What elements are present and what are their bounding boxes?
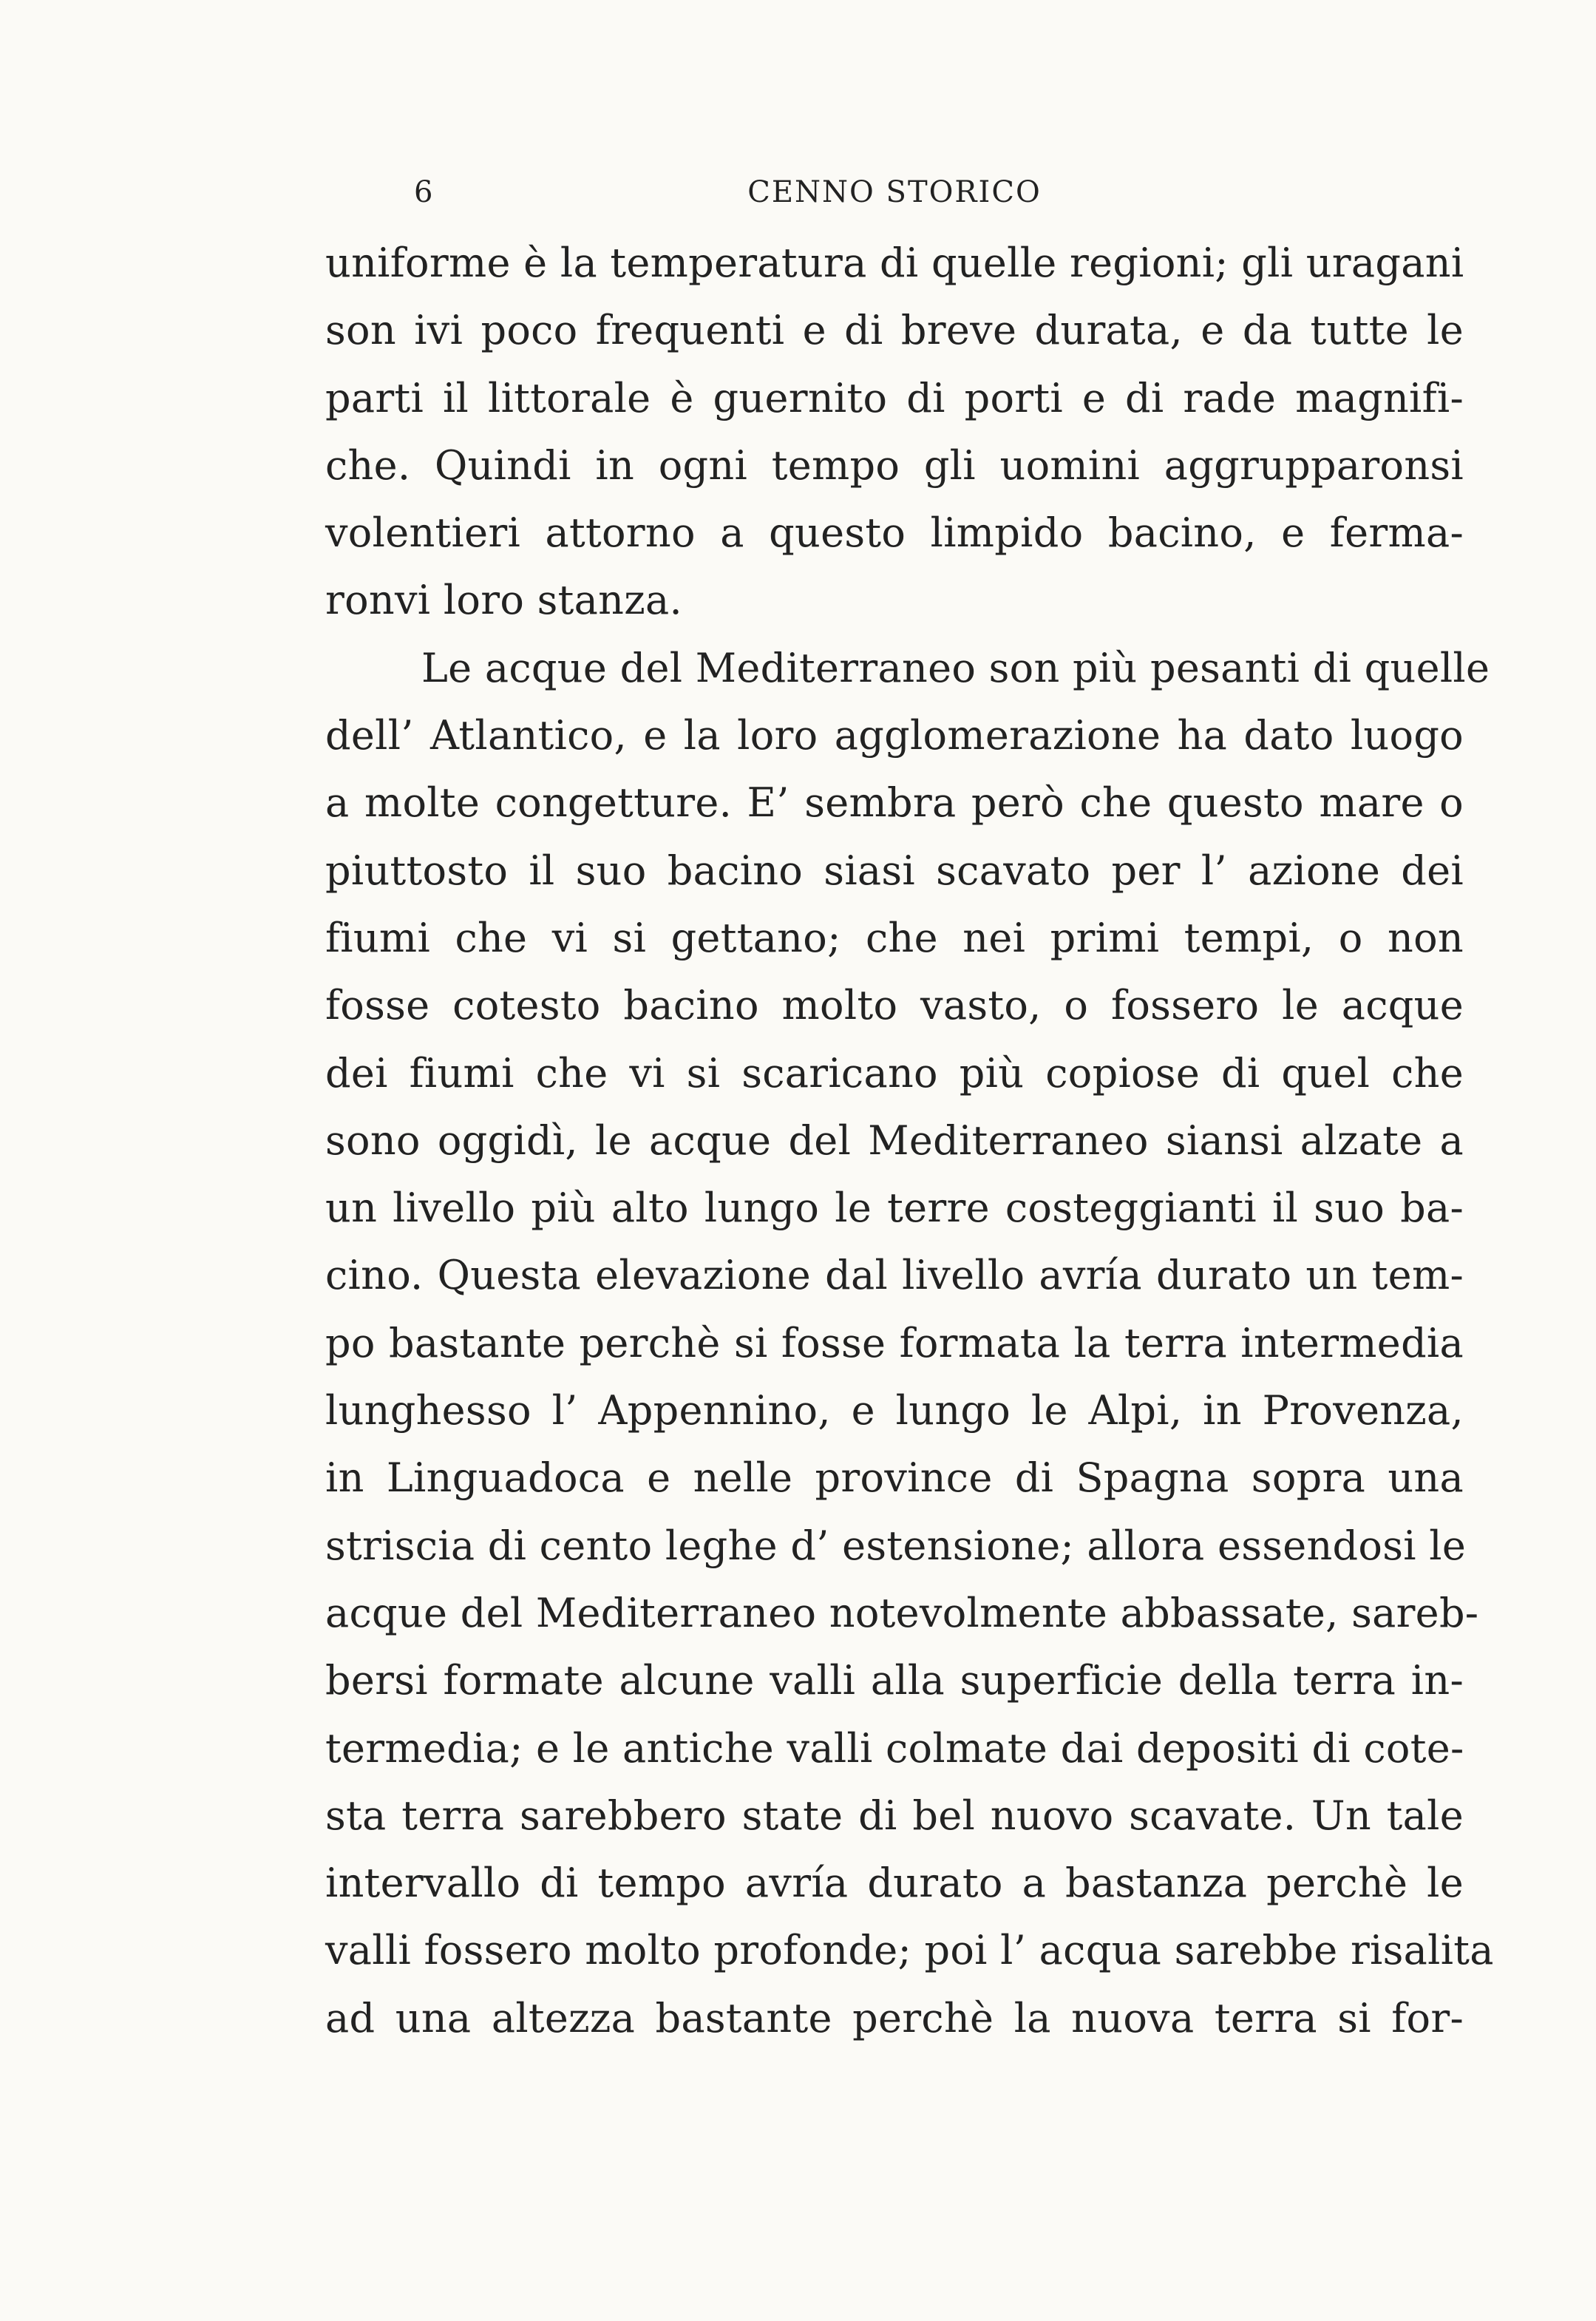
text-line: fiumi che vi si gettano; che nei primi tempi, o non — [325, 914, 1464, 961]
text-line: termedia; e le antiche valli colmate dai depositi di cote- — [325, 1724, 1464, 1772]
text-line: sta terra sarebbero state di bel nuovo scavate. Un tale — [325, 1792, 1464, 1839]
text-line: Le acque del Mediterraneo son più pesanti di quelle — [421, 644, 1490, 691]
text-line: dell’ Atlantico, e la loro agglomerazione ha dato luogo — [325, 712, 1464, 759]
running-head — [325, 174, 1464, 211]
text-line: che. Quindi in ogni tempo gli uomini aggrupparonsi — [325, 441, 1464, 489]
paragraph — [325, 634, 1494, 2052]
text-line: lunghesso l’ Appennino, e lungo le Alpi, in Provenza, — [325, 1387, 1464, 1434]
text-line: acque del Mediterraneo notevolmente abbassate, sareb- — [325, 1589, 1479, 1636]
text-line: sono oggidì, le acque del Mediterraneo siansi alzate a — [325, 1117, 1464, 1164]
text-line: fosse cotesto bacino molto vasto, o fossero le acque — [325, 982, 1464, 1029]
text-line: striscia di cento leghe d’ estensione; allora essendosi le — [325, 1522, 1467, 1569]
text-line: bersi formate alcune valli alla superficie della terra in- — [325, 1657, 1464, 1704]
text-line: valli fossero molto profonde; poi l’ acqua sarebbe risalita — [325, 1927, 1494, 1974]
text-line: in Linguadoca e nelle province di Spagna sopra una — [325, 1454, 1464, 1502]
text-line: ad una altezza bastante perchè la nuova terra si for- — [325, 1994, 1464, 2042]
text-line: son ivi poco frequenti e di breve durata, e da tutte le — [325, 307, 1464, 354]
text-line: ronvi loro stanza. — [325, 577, 682, 624]
body-text — [325, 229, 1494, 2052]
text-line: dei fiumi che vi si scaricano più copiose di quel che — [325, 1049, 1464, 1097]
text-line: piuttosto il suo bacino siasi scavato per l’ azione dei — [325, 847, 1464, 894]
text-line: a molte congetture. E’ sembra però che questo mare o — [325, 779, 1464, 827]
text-line: po bastante perchè si fosse formata la terra intermedia — [325, 1319, 1464, 1366]
text-line: intervallo di tempo avría durato a bastanza perchè le — [325, 1860, 1464, 1907]
running-title: CENNO STORICO — [747, 175, 1042, 209]
text-line: cino. Questa elevazione dal livello avría durato un tem- — [325, 1252, 1464, 1299]
text-line: parti il littorale è guernito di porti e di rade magnifi- — [325, 374, 1464, 421]
paragraph — [325, 229, 1464, 634]
text-line: un livello più alto lungo le terre costeggianti il suo ba- — [325, 1185, 1464, 1232]
page-number: 6 — [414, 175, 433, 209]
text-line: volentieri attorno a questo limpido bacino, e ferma- — [325, 509, 1464, 557]
text-line: uniforme è la temperatura di quelle regioni; gli uragani — [325, 240, 1464, 286]
